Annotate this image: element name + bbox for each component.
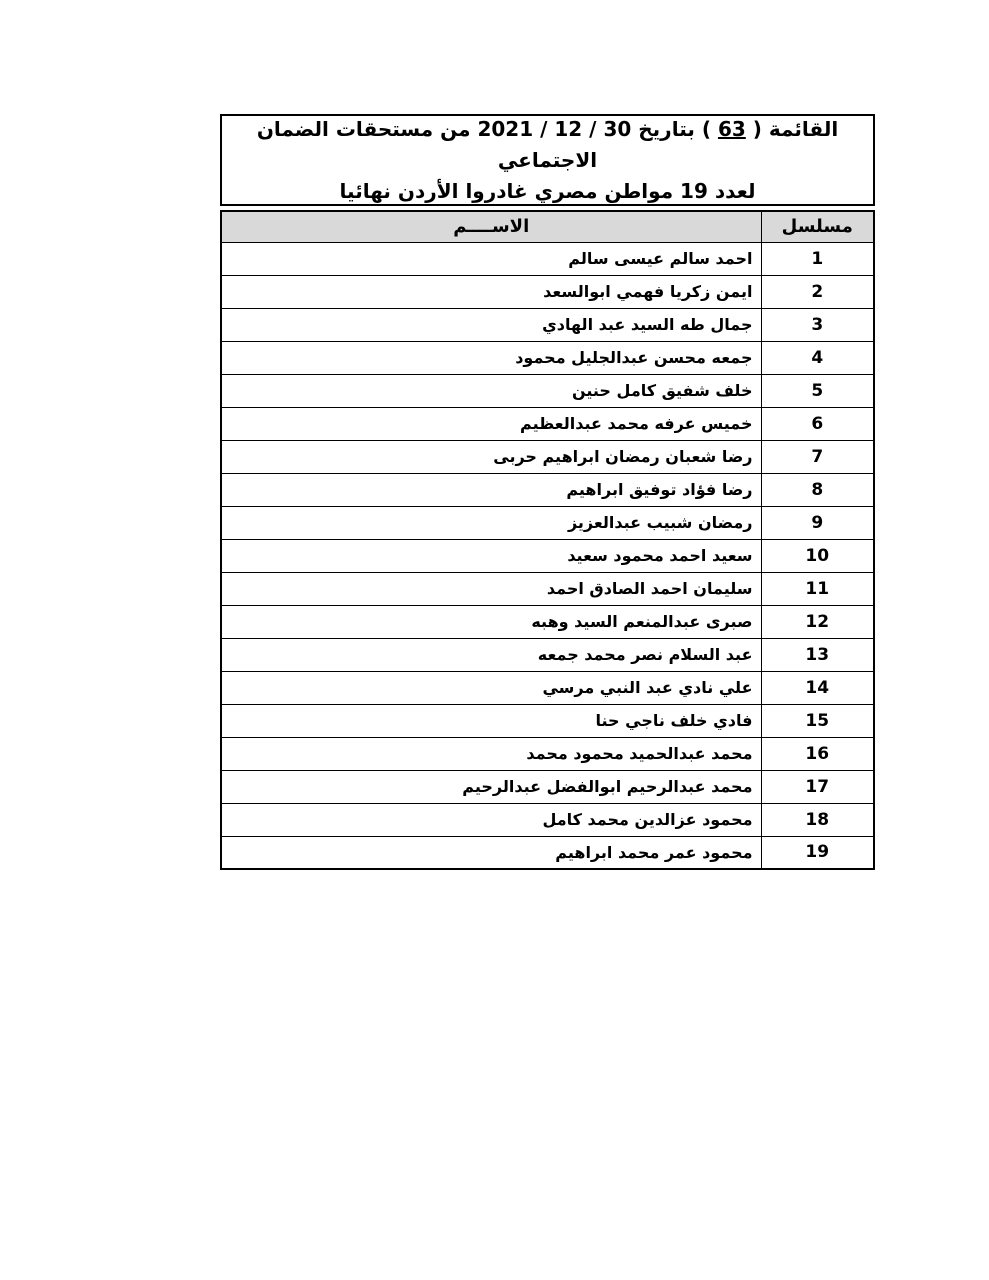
serial-cell: 16 <box>761 737 874 770</box>
serial-cell: 18 <box>761 803 874 836</box>
table-header-row <box>221 211 874 242</box>
table-row <box>221 638 874 671</box>
serial-cell: 10 <box>761 539 874 572</box>
serial-cell: 8 <box>761 473 874 506</box>
name-cell: فادي خلف ناجي حنا <box>221 704 761 737</box>
serial-cell: 9 <box>761 506 874 539</box>
serial-cell: 15 <box>761 704 874 737</box>
table-row <box>221 242 874 275</box>
name-cell: محمد عبدالحميد محمود محمد <box>221 737 761 770</box>
title-line-1 <box>228 114 867 176</box>
name-cell: رضا فؤاد توفيق ابراهيم <box>221 473 761 506</box>
table-row <box>221 671 874 704</box>
table-row <box>221 572 874 605</box>
table-row <box>221 836 874 869</box>
table-row <box>221 506 874 539</box>
name-cell: خميس عرفه محمد عبدالعظيم <box>221 407 761 440</box>
serial-cell: 13 <box>761 638 874 671</box>
name-cell: محمد عبدالرحيم ابوالفضل عبدالرحيم <box>221 770 761 803</box>
name-cell: رمضان شبيب عبدالعزيز <box>221 506 761 539</box>
serial-cell: 4 <box>761 341 874 374</box>
table-row <box>221 374 874 407</box>
names-table <box>220 210 875 870</box>
name-cell: ايمن زكريا فهمي ابوالسعد <box>221 275 761 308</box>
title-list-number: 63 <box>717 116 746 141</box>
table-row <box>221 440 874 473</box>
name-cell: محمود عمر محمد ابراهيم <box>221 836 761 869</box>
table-row <box>221 770 874 803</box>
name-cell: خلف شفيق كامل حنين <box>221 374 761 407</box>
name-column-header: الاســــم <box>221 211 761 242</box>
serial-cell: 3 <box>761 308 874 341</box>
serial-cell: 2 <box>761 275 874 308</box>
name-cell: عبد السلام نصر محمد جمعه <box>221 638 761 671</box>
name-cell: صبرى عبدالمنعم السيد وهبه <box>221 605 761 638</box>
document-title-box <box>220 114 875 206</box>
serial-cell: 12 <box>761 605 874 638</box>
name-cell: سعيد احمد محمود سعيد <box>221 539 761 572</box>
serial-cell: 1 <box>761 242 874 275</box>
name-cell: جمعه محسن عبدالجليل محمود <box>221 341 761 374</box>
table-row <box>221 704 874 737</box>
name-cell: محمود عزالدين محمد كامل <box>221 803 761 836</box>
serial-cell: 7 <box>761 440 874 473</box>
title-line-2: لعدد 19 مواطن مصري غادروا الأردن نهائيا <box>339 178 756 203</box>
serial-cell: 6 <box>761 407 874 440</box>
title-line1-prefix: القائمة ( <box>745 116 839 141</box>
serial-cell: 19 <box>761 836 874 869</box>
name-cell: علي نادي عبد النبي مرسي <box>221 671 761 704</box>
name-cell: سليمان احمد الصادق احمد <box>221 572 761 605</box>
table-row <box>221 407 874 440</box>
name-cell: احمد سالم عيسى سالم <box>221 242 761 275</box>
name-cell: رضا شعبان رمضان ابراهيم حربى <box>221 440 761 473</box>
table-row <box>221 539 874 572</box>
table-row <box>221 341 874 374</box>
title-line1-suffix: ) بتاريخ 30 / 12 / 2021 من مستحقات الضمان الاجتماعي <box>256 116 718 172</box>
document <box>220 114 875 870</box>
name-cell: جمال طه السيد عبد الهادي <box>221 308 761 341</box>
serial-cell: 5 <box>761 374 874 407</box>
table-row <box>221 275 874 308</box>
serial-cell: 11 <box>761 572 874 605</box>
serial-cell: 14 <box>761 671 874 704</box>
serial-column-header: مسلسل <box>761 211 874 242</box>
table-row <box>221 737 874 770</box>
table-row <box>221 803 874 836</box>
table-row <box>221 308 874 341</box>
table-row <box>221 473 874 506</box>
serial-cell: 17 <box>761 770 874 803</box>
table-row <box>221 605 874 638</box>
